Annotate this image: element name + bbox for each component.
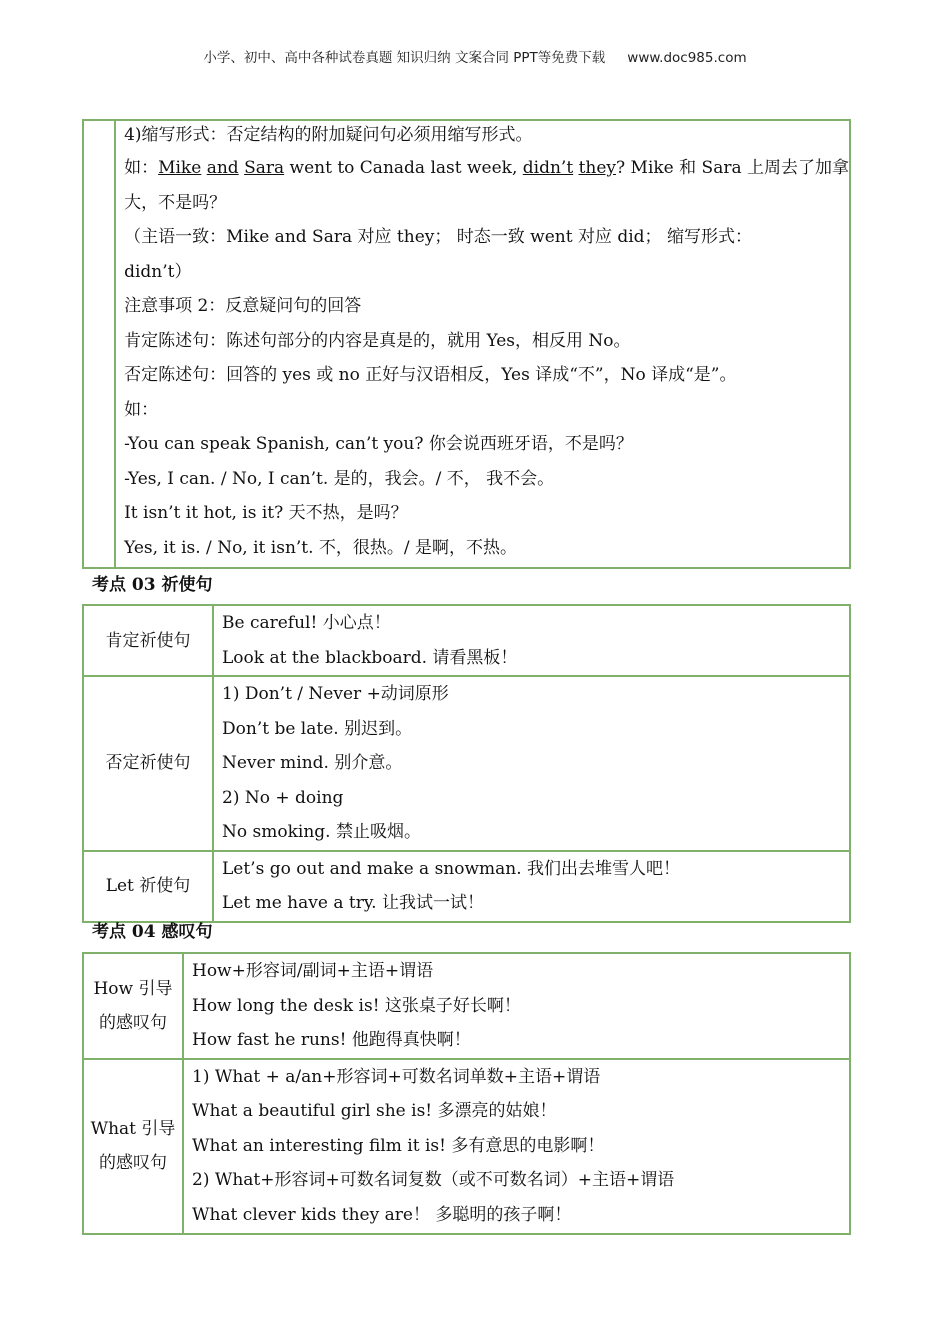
row-content bbox=[213, 676, 850, 851]
row-content bbox=[183, 1059, 850, 1234]
page-header bbox=[0, 46, 950, 66]
underlined-word: didn’t bbox=[522, 158, 574, 178]
note-line: It isn’t it hot, is it? 天不热，是吗？ bbox=[124, 503, 408, 523]
label-line: What 引导 bbox=[90, 1119, 176, 1139]
content-line: Be careful! 小心点！ bbox=[222, 613, 391, 633]
table-row bbox=[83, 851, 850, 922]
row-content bbox=[213, 851, 850, 922]
header-url[interactable]: www.doc985.com bbox=[627, 50, 747, 66]
row-label bbox=[83, 1059, 183, 1234]
table-row bbox=[83, 676, 850, 851]
note-example-line: 如：Mike and Sara went to Canada last week, didn’t they? Mike 和 Sara 上周去了加拿 bbox=[124, 158, 849, 178]
exclamation-table bbox=[82, 952, 851, 1235]
note-line: 大，不是吗？ bbox=[124, 192, 227, 213]
note-line: -Yes, I can. / No, I can’t. 是的，我会。/ 不， 我不会。 bbox=[124, 468, 555, 489]
note-line: （主语一致：Mike and Sara 对应 they； 时态一致 went 对应 did； 缩写形式： bbox=[124, 227, 752, 247]
content-line: How+形容词/副词+主语+谓语 bbox=[192, 961, 434, 981]
underlined-word: Mike bbox=[158, 158, 202, 178]
notes-table bbox=[82, 119, 851, 569]
row-label: 肯定祈使句 bbox=[83, 605, 213, 676]
content-line: 2) What+形容词+可数名词复数（或不可数名词）+主语+谓语 bbox=[192, 1170, 675, 1190]
row-label bbox=[83, 953, 183, 1059]
label-line: 的感叹句 bbox=[99, 1012, 167, 1033]
row-content bbox=[213, 605, 850, 676]
imperative-table bbox=[82, 604, 851, 923]
content-line: No smoking. 禁止吸烟。 bbox=[222, 822, 421, 842]
note-line: 如： bbox=[124, 399, 159, 420]
row-label: 否定祈使句 bbox=[83, 676, 213, 851]
section-title-03: 考点 03 祈使句 bbox=[92, 575, 213, 595]
section-title-04: 考点 04 感叹句 bbox=[92, 922, 213, 942]
content-line: How long the desk is! 这张桌子好长啊！ bbox=[192, 995, 521, 1016]
row-content bbox=[183, 953, 850, 1059]
content-line: Don’t be late. 别迟到。 bbox=[222, 718, 413, 739]
note-line: -You can speak Spanish, can’t you? 你会说西班牙语，不是吗？ bbox=[124, 434, 633, 454]
table-row bbox=[83, 1059, 850, 1234]
underlined-word: Sara bbox=[244, 158, 285, 178]
notes-left-cell bbox=[83, 120, 115, 568]
label-line: 的感叹句 bbox=[99, 1153, 167, 1173]
content-line: Look at the blackboard. 请看黑板！ bbox=[222, 647, 518, 668]
note-line: 肯定陈述句：陈述句部分的内容是真是的，就用 Yes，相反用 No。 bbox=[124, 330, 631, 351]
table-row bbox=[83, 605, 850, 676]
content-line: How fast he runs! 他跑得真快啊！ bbox=[192, 1030, 471, 1050]
underlined-word: and bbox=[206, 158, 239, 178]
content-line: 1) Don’t / Never +动词原形 bbox=[222, 684, 449, 704]
content-line: Let’s go out and make a snowman. 我们出去堆雪人吧！ bbox=[222, 858, 681, 879]
content-line: Let me have a try. 让我试一试！ bbox=[222, 893, 484, 913]
content-line: What clever kids they are！ 多聪明的孩子啊！ bbox=[192, 1204, 572, 1225]
notes-content-cell bbox=[115, 120, 850, 568]
note-line: 注意事项 2：反意疑问句的回答 bbox=[124, 296, 362, 316]
content-line: Never mind. 别介意。 bbox=[222, 753, 403, 773]
label-line: How 引导 bbox=[93, 978, 173, 999]
content-line: 2) No + doing bbox=[222, 787, 344, 808]
content-line: What a beautiful girl she is! 多漂亮的姑娘！ bbox=[192, 1101, 557, 1121]
note-line: Yes, it is. / No, it isn’t. 不，很热。/ 是啊，不热。 bbox=[124, 537, 518, 558]
note-line: didn’t） bbox=[124, 261, 192, 282]
note-line: 4)缩写形式：否定结构的附加疑问句必须用缩写形式。 bbox=[124, 125, 533, 145]
table-row bbox=[83, 953, 850, 1059]
note-line: 否定陈述句：回答的 yes 或 no 正好与汉语相反，Yes 译成“不”，No 译成“是”。 bbox=[124, 365, 737, 385]
content-line: What an interesting film it is! 多有意思的电影啊！ bbox=[192, 1135, 605, 1156]
header-text: 小学、初中、高中各种试卷真题 知识归纳 文案合同 PPT等免费下载 bbox=[203, 50, 606, 66]
row-label: Let 祈使句 bbox=[83, 851, 213, 922]
content-line: 1) What + a/an+形容词+可数名词单数+主语+谓语 bbox=[192, 1066, 601, 1087]
underlined-word: they bbox=[578, 158, 617, 178]
